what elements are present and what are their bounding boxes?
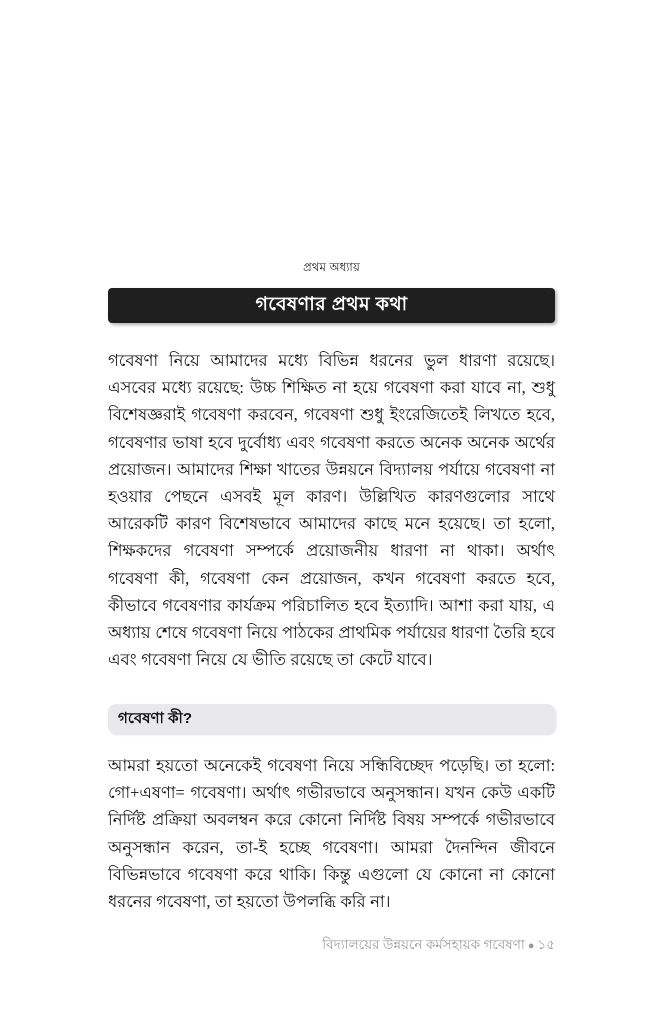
chapter-eyebrow-label: প্রথম অধ্যায় <box>303 262 360 274</box>
page-footer <box>108 936 555 955</box>
paragraph-intro: গবেষণা নিয়ে আমাদের মধ্যে বিভিন্ন ধরনের ভুল ধারণা রয়েছে। এসবের মধ্যে রয়েছে: উচ্চ শিক্ষিত না হয়ে গবেষণা করা যাবে না, শুধু বিশেষজ্ঞরাই গবেষণা করবেন, গবেষণা শুধু ইংরেজিতেই লিখতে হবে, গবেষণার ভাষা হবে দুর্বোধ্য এবং গবেষণা করতে অনেক অনেক অর্থের প্রয়োজন। আমাদের শিক্ষা খাতের উন্নয়নে বিদ্যালয় পর্যায়ে গবেষণা না হওয়ার পেছনে এসবই মূল কারণ। উল্লিখিত কারণগুলোর সাথে আরেকটি কারণ বিশেষভাবে আমাদের কাছে মনে হয়েছে। তা হলো, শিক্ষকদের গবেষণা সম্পর্কে প্রয়োজনীয় ধারণা না থাকা। অর্থাৎ গবেষণা কী, গবেষণা কেন প্রয়োজন, কখন গবেষণা করতে হবে, কীভাবে গবেষণার কার্যক্রম পরিচালিত হবে ইত্যাদি। আশা করা যায়, এ অধ্যায় শেষে গবেষণা নিয়ে পাঠকের প্রাথমিক পর্যায়ের ধারণা তৈরি হবে এবং গবেষণা নিয়ে যে ভীতি রয়েছে তা কেটে যাবে। <box>108 351 555 670</box>
section-heading-label: গবেষণা কী? <box>118 709 193 727</box>
chapter-title-bar <box>108 288 555 323</box>
footer-page-number: ১৫ <box>537 937 555 952</box>
footer-book-title: বিদ্যালয়ের উন্নয়নে কর্মসহায়ক গবেষণা <box>322 937 525 952</box>
section-heading-bar <box>108 704 555 734</box>
paragraph-definition: আমরা হয়তো অনেকেই গবেষণা নিয়ে সন্ধিবিচ্ছেদ পড়েছি। তা হলো: গো+এষণা= গবেষণা। অর্থাৎ গভীরভাবে অনুসন্ধান। যখন কেউ একটি নির্দিষ্ট প্রক্রিয়া অবলম্বন করে কোনো নির্দিষ্ট বিষয় সম্পর্কে গভীরভাবে অনুসন্ধান করেন, তা-ই হচ্ছে গবেষণা। আমরা দৈনন্দিন জীবনে বিভিন্নভাবে গবেষণা করে থাকি। কিন্তু এগুলো যে কোনো না কোনো ধরনের গবেষণা, তা হয়তো উপলব্ধি করি না। <box>108 756 555 912</box>
chapter-title: গবেষণার প্রথম কথা <box>255 294 408 315</box>
footer-separator-bullet-icon: ● <box>527 939 535 952</box>
